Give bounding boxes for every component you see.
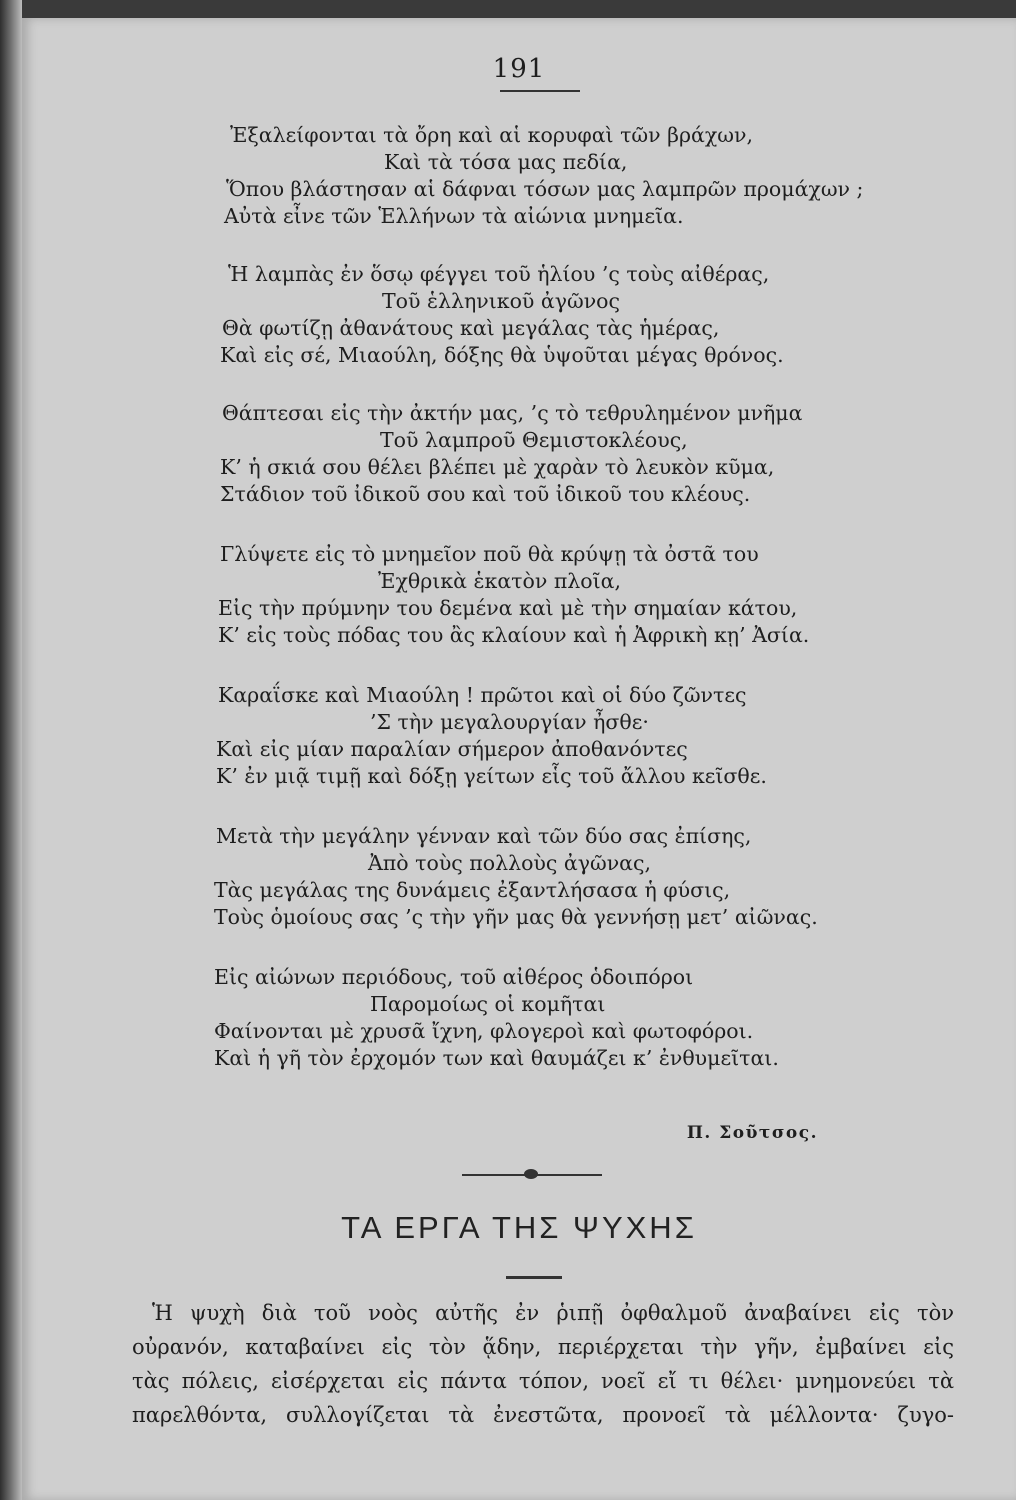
poem-line: Καραΐσκε καὶ Μιαούλη ! πρῶτοι καὶ οἱ δύο ζῶντες: [218, 683, 747, 707]
poem-line: Κ’ εἰς τοὺς πόδας του ἂς κλαίουν καὶ ἡ Ἀφρικὴ κῃ’ Ἀσία.: [218, 623, 810, 647]
poem-line: Εἰς αἰώνων περιόδους, τοῦ αἰθέρος ὁδοιπόροι: [214, 965, 694, 989]
poem-line: Ἐχθρικὰ ἑκατὸν πλοῖα,: [378, 569, 622, 593]
poem-line: Παρομοίως οἱ κομῆται: [370, 992, 606, 1016]
poem-line: Στάδιον τοῦ ἰδικοῦ σου καὶ τοῦ ἰδικοῦ του κλέους.: [220, 482, 751, 506]
prose-line: Ἡ ψυχὴ διὰ τοῦ νοὸς αὐτῆς ἐν ῥιπῇ ὀφθαλμοῦ ἀναβαίνει εἰς τὸν: [152, 1301, 954, 1325]
poem-line: Τοῦ λαμπροῦ Θεμιστοκλέους,: [380, 428, 688, 452]
poem-line: ’Σ τὴν μεγαλουργίαν ἦσθε·: [370, 710, 649, 734]
poem-line: Μετὰ τὴν μεγάλην γένναν καὶ τῶν δύο σας ἐπίσης,: [216, 824, 752, 848]
poem-line: Κ’ ἐν μιᾷ τιμῇ καὶ δόξῃ γείτων εἷς τοῦ ἄλλου κεῖσθε.: [216, 764, 767, 788]
poem-line: Ὅπου βλάστησαν αἱ δάφναι τόσων μας λαμπρῶν προμάχων ;: [226, 177, 864, 201]
poem-line: Καὶ τὰ τόσα μας πεδία,: [384, 150, 628, 174]
book-spine-edge: [0, 0, 22, 1500]
prose-line: παρελθόντα, συλλογίζεται τὰ ἐνεστῶτα, προνοεῖ τὰ μέλλοντα· ζυγο-: [132, 1403, 954, 1427]
poem-line: Τὰς μεγάλας της δυνάμεις ἐξαντλήσασα ἡ φύσις,: [214, 878, 731, 902]
poem-line: Φαίνονται μὲ χρυσᾶ ἴχνη, φλογεροὶ καὶ φωτοφόροι.: [214, 1019, 754, 1043]
prose-paragraph: [132, 1296, 954, 1432]
prose-line: οὐρανόν, καταβαίνει εἰς τὸν ᾅδην, περιέρχεται τὴν γῆν, ἐμβαίνει εἰς: [132, 1335, 954, 1359]
page-number: 191: [492, 54, 546, 84]
poem-line: Τοὺς ὁμοίους σας ’ς τὴν γῆν μας θὰ γεννήσῃ μετ’ αἰῶνας.: [214, 905, 818, 929]
poem-line: Γλύψετε εἰς τὸ μνημεῖον ποῦ θὰ κρύψῃ τὰ ὀστᾶ του: [220, 542, 759, 566]
poem-line: Τοῦ ἑλληνικοῦ ἀγῶνος: [382, 289, 620, 313]
title-underline-rule: [506, 1276, 562, 1279]
page-number-underline: [500, 90, 580, 92]
poem-line: Θάπτεσαι εἰς τὴν ἀκτήν μας, ’ς τὸ τεθρυλημένον μνῆμα: [222, 401, 803, 425]
poem-line: Καὶ εἰς μίαν παραλίαν σήμερον ἀποθανόντες: [216, 737, 688, 761]
section-title: ΤΑ ΕΡΓΑ ΤΗΣ ΨΥΧΗΣ: [341, 1210, 697, 1245]
poem-line: Θὰ φωτίζῃ ἀθανάτους καὶ μεγάλας τὰς ἡμέρας,: [222, 316, 720, 340]
poem-line: Ἡ λαμπὰς ἐν ὅσῳ φέγγει τοῦ ἡλίου ’ς τοὺς αἰθέρας,: [228, 262, 770, 286]
prose-line: τὰς πόλεις, εἰσέρχεται εἰς πάντα τόπον, νοεῖ εἴ τι θέλει· μνημονεύει τὰ: [132, 1369, 954, 1393]
poem-line: Ἀπὸ τοὺς πολλοὺς ἀγῶνας,: [368, 851, 651, 875]
poem-line: Αὐτὰ εἶνε τῶν Ἑλλήνων τὰ αἰώνια μνημεῖα.: [224, 204, 684, 228]
poem-line: Κ’ ἡ σκιά σου θέλει βλέπει μὲ χαρὰν τὸ λευκὸν κῦμα,: [220, 455, 775, 479]
poem-author: Π. Σοῦτσος.: [686, 1123, 818, 1143]
book-page: [22, 18, 1016, 1500]
poem-line: Ἐξαλείφονται τὰ ὄρη καὶ αἱ κορυφαὶ τῶν βράχων,: [230, 123, 753, 147]
poem-line: Εἰς τὴν πρύμνην του δεμένα καὶ μὲ τὴν σημαίαν κάτου,: [218, 596, 798, 620]
poem-line: Καὶ ἡ γῆ τὸν ἐρχομόν των καὶ θαυμάζει κ’ ἐνθυμεῖται.: [214, 1046, 779, 1070]
poem-line: Καὶ εἰς σέ, Μιαούλη, δόξης θὰ ὑψοῦται μέγας θρόνος.: [220, 343, 784, 367]
section-divider-dot: [524, 1169, 538, 1179]
